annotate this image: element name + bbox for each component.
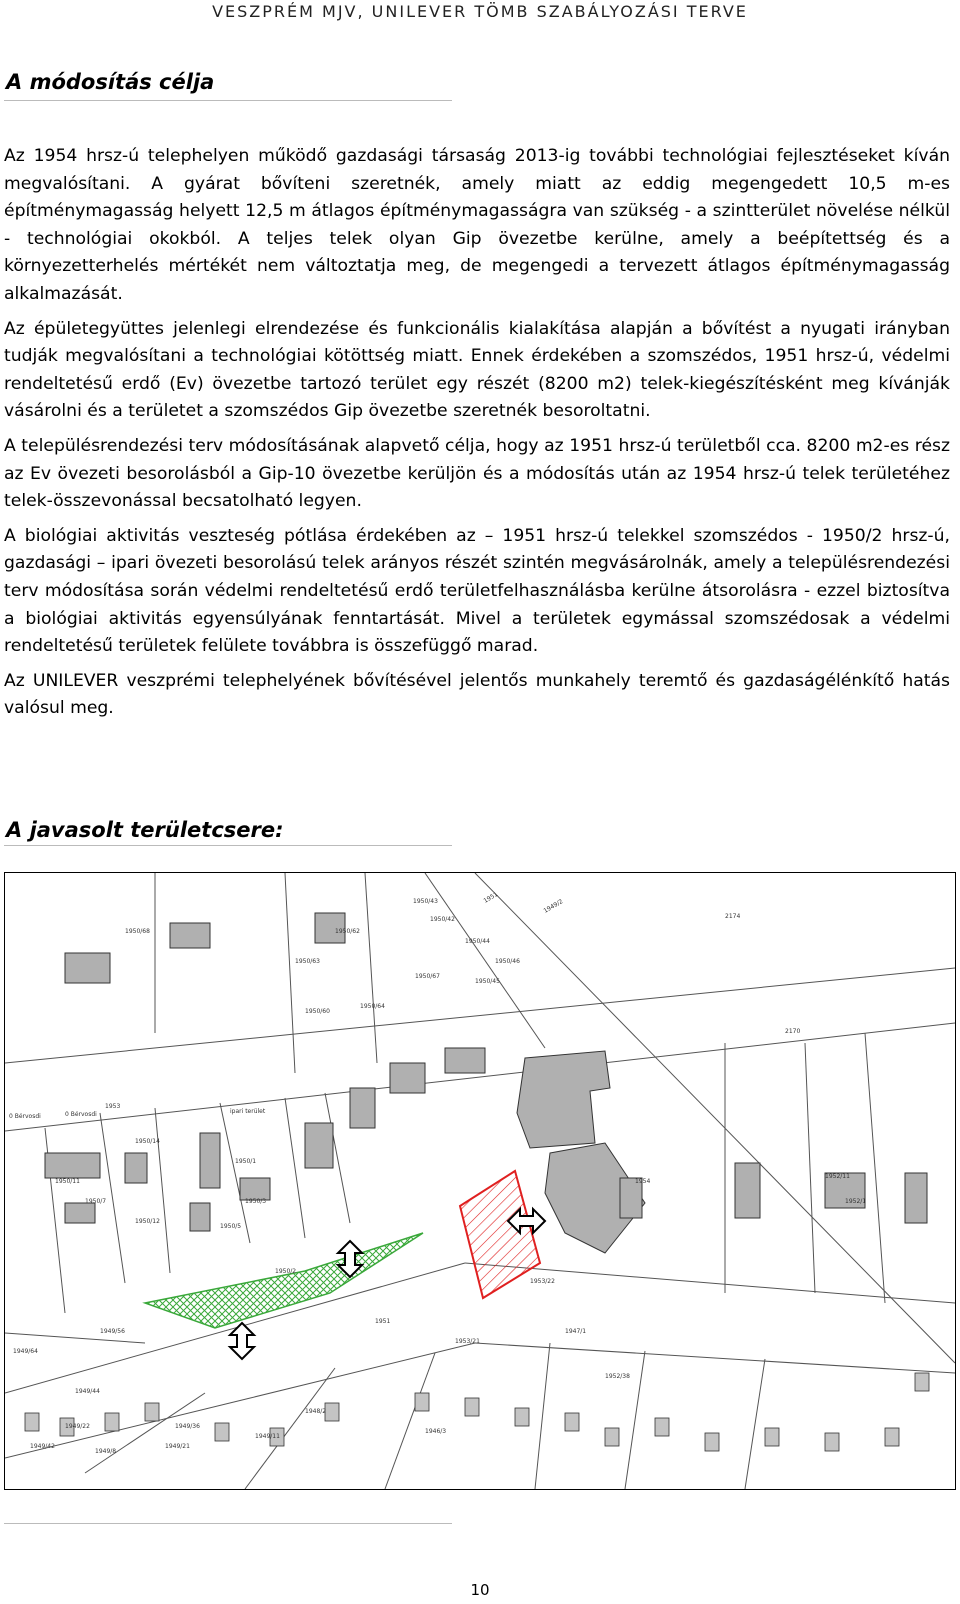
parcel-label: 1950/2 — [275, 1268, 297, 1275]
parcel-label: 2174 — [725, 913, 741, 920]
exchange-area-out — [460, 1171, 540, 1298]
parcel-label: 1950/68 — [125, 928, 150, 935]
parcel-label: 1950/5 — [220, 1223, 242, 1230]
parcel-label: 1950/12 — [135, 1218, 160, 1225]
houses — [25, 1373, 929, 1451]
parcel-label: 1949/64 — [13, 1348, 38, 1355]
section-heading-purpose: A módosítás célja — [6, 70, 215, 94]
running-header: VESZPRÉM MJV, UNILEVER TÖMB SZABÁLYOZÁSI TERVE — [212, 2, 748, 21]
parcel-label: ipari terület — [230, 1108, 266, 1115]
parcel-label: 1950/7 — [85, 1198, 107, 1205]
parcel-label: 1950/45 — [475, 978, 500, 985]
parcel-label: 1950/62 — [335, 928, 360, 935]
parcel-label: 1949/11 — [255, 1433, 280, 1440]
parcel-label: 1949/2 — [542, 898, 565, 915]
parcel-label: 1950/14 — [135, 1138, 160, 1145]
parcel-label: 1950/60 — [305, 1008, 330, 1015]
heading-rule — [4, 845, 452, 846]
parcel-label: 1946/3 — [425, 1428, 447, 1435]
parcel-label: 1949/44 — [75, 1388, 100, 1395]
paragraph: A biológiai aktivitás veszteség pótlása érdekében az – 1951 hrsz-ú telekkel szomszédos - 1950/2 hrsz-ú, gazdasági – ipari övezeti besorolású telek arányos részét szintén megvásárolnák, amely a településrendezési terv módosítása során védelmi rendeltetésű erdő területfelhasználásba kerülne átsorolásra - ezzel biztosítva a biológiai aktivitás egyensúlyának fenntartását. Mivel a területek egymással szomszédosak a védelmi rendeltetésű területek felülete továbbra is összefüggő marad. — [4, 525, 950, 657]
parcel-label: 1950/64 — [360, 1003, 385, 1010]
parcel-label: 1952/38 — [605, 1373, 630, 1380]
paragraph: A településrendezési terv módosításának alapvető célja, hogy az 1951 hrsz-ú területből cca. 8200 m2-es rész az Ev övezeti besorolásból a Gip-10 övezetbe kerüljön és a módosítás után az 1954 hrsz-ú telek területéhez telek-összevonással becsatolható legyen. — [4, 435, 950, 512]
parcel-label: 1950/3 — [245, 1198, 267, 1205]
parcel-label: 1953/21 — [455, 1338, 480, 1345]
paragraph: Az épületegyüttes jelenlegi elrendezése és funkcionális kialakítása alapján a bővítést a nyugati irányban tudják megvalósítani a technológiai kötöttség miatt. Ennek érdekében a szomszédos, 1951 hrsz-ú, védelmi rendeltetésű erdő (Ev) övezetbe tartozó terület egy részét (8200 m2) telek-kiegészítésként meg kívánják vásárolni és a területet a szomszédos Gip övezetbe szeretnék besoroltatni. — [4, 318, 950, 422]
parcel-label: 0 Bérvosdi — [65, 1111, 97, 1118]
parcel-label: 2170 — [785, 1028, 801, 1035]
parcel-label: 1950/43 — [413, 898, 438, 905]
parcel-label: 1949/8 — [95, 1448, 117, 1455]
parcel-label: 0 Bérvosdi — [9, 1113, 41, 1120]
paragraph: Az UNILEVER veszprémi telephelyének bővítésével jelentős munkahely teremtő és gazdaságélénkítő hatás valósul meg. — [4, 670, 950, 719]
parcel-label: 1951 — [375, 1318, 391, 1325]
parcel-label: 1950/44 — [465, 938, 490, 945]
paragraph: Az 1954 hrsz-ú telephelyen működő gazdasági társaság 2013-ig további technológiai fejlesztéseket kíván megvalósítani. A gyárat bővíteni szeretnék, amely miatt az eddig megengedett 10,5 m-es építménymagasság helyett 12,5 m átlagos építménymagasságra van szükség - a szintterület növelése nélkül - technológiai okokból. A teljes telek olyan Gip övezetbe kerülne, amely a beépítettség és a környezetterhelés mértékét nem változtatja meg, de megengedi a tervezett átlagos építménymagasság alkalmazását. — [4, 146, 950, 304]
parcel-label: 1950/63 — [295, 958, 320, 965]
footer-rule — [4, 1523, 452, 1524]
parcel-label: 1950/67 — [415, 973, 440, 980]
parcel-label: 1949/36 — [175, 1423, 200, 1430]
parcel-label: 1948/2 — [305, 1408, 327, 1415]
parcel-label: 1953 — [105, 1103, 121, 1110]
parcel-label: 1949/42 — [30, 1443, 55, 1450]
cadastral-map — [4, 872, 956, 1490]
parcel-label: 1954 — [635, 1178, 651, 1185]
parcel-label: 1953/22 — [530, 1278, 555, 1285]
parcel-label: 1949/56 — [100, 1328, 125, 1335]
parcel-label: 1952/1 — [845, 1198, 867, 1205]
parcel-label: 1950/46 — [495, 958, 520, 965]
parcel-label: 1950/1 — [235, 1158, 257, 1165]
parcel-label: 1950/11 — [55, 1178, 80, 1185]
parcel-label: 1952/11 — [825, 1173, 850, 1180]
section-body — [4, 143, 950, 730]
section-heading-exchange: A javasolt területcsere: — [6, 818, 284, 842]
parcel-label: 1947/1 — [565, 1328, 587, 1335]
parcel-label: 1950/42 — [430, 916, 455, 923]
parcel-label: 1949/22 — [65, 1423, 90, 1430]
map-drawing — [5, 873, 955, 1489]
parcel-label: 1949/21 — [165, 1443, 190, 1450]
heading-rule — [4, 100, 452, 101]
page-number: 10 — [470, 1581, 490, 1599]
parcel-label: 1951 — [482, 891, 500, 905]
